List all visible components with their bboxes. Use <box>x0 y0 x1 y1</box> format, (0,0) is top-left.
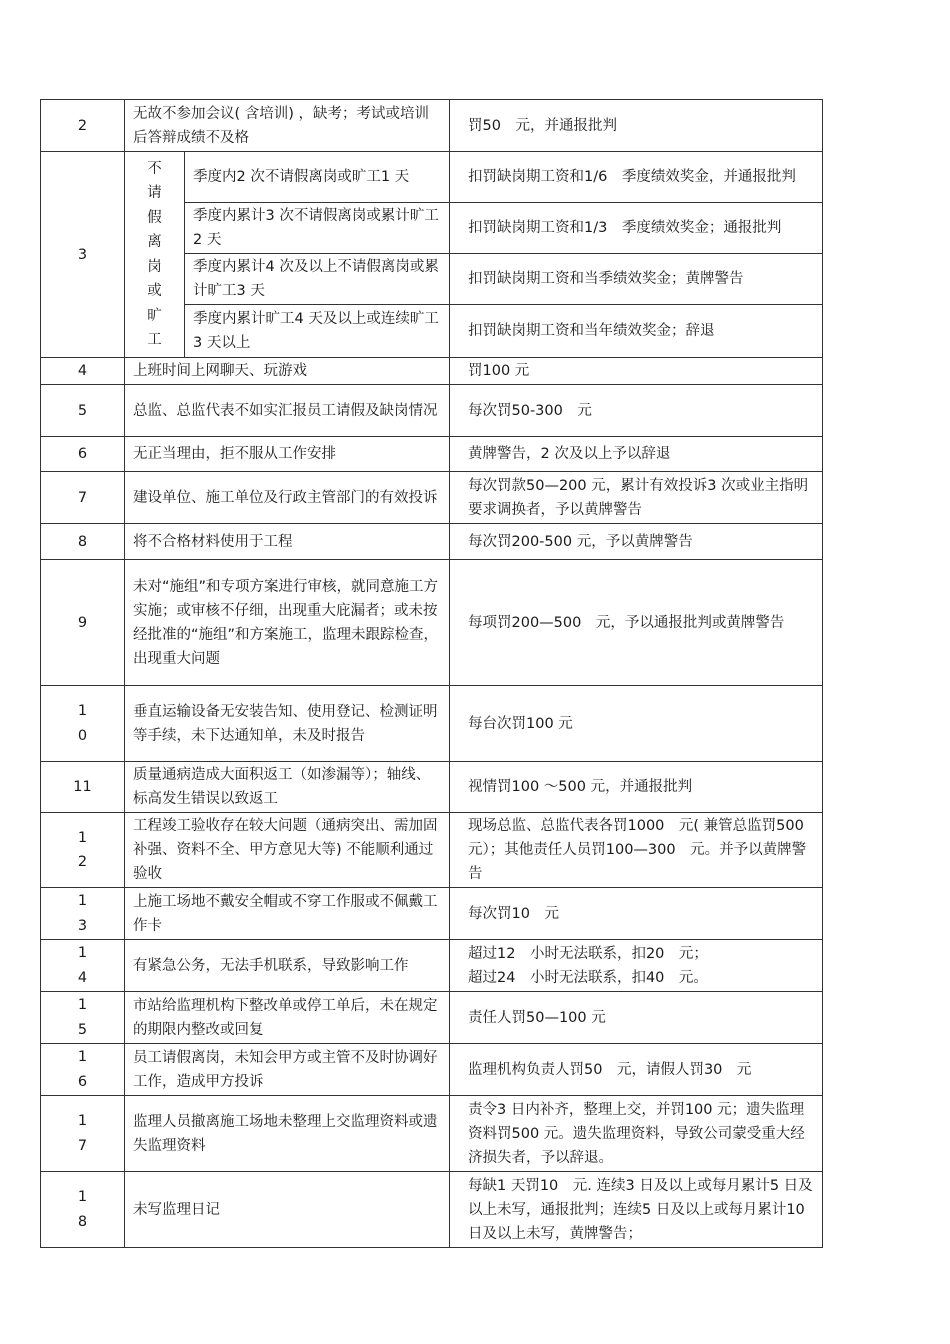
table-row <box>41 686 823 762</box>
row-number: 3 <box>41 152 125 358</box>
row-number: 16 <box>41 1044 125 1096</box>
penalty-text: 扣罚缺岗期工资和1/6 季度绩效奖金，并通报批判 <box>450 152 823 203</box>
violation-text: 市站给监理机构下整改单或停工单后，未在规定的期限内整改或回复 <box>125 992 450 1044</box>
table-row <box>41 437 823 472</box>
penalty-table <box>40 99 823 1248</box>
row-number: 10 <box>41 686 125 762</box>
penalty-text: 每缺1 天罚10 元. 连续3 日及以上或每月累计5 日及以上未写，通报批判；连续5 日及以上或每月累计10 日及以上未写，黄牌警告； <box>450 1172 823 1248</box>
row-number: 8 <box>41 524 125 560</box>
penalty-text: 监理机构负责人罚50 元，请假人罚30 元 <box>450 1044 823 1096</box>
row-number: 12 <box>41 813 125 888</box>
category-label: 不请假离岗或旷工 <box>125 152 185 358</box>
penalty-text: 视情罚100 ～500 元，并通报批判 <box>450 762 823 813</box>
penalty-text: 扣罚缺岗期工资和当年绩效奖金；辞退 <box>450 305 823 358</box>
row-number: 17 <box>41 1096 125 1172</box>
penalty-line: 超过24 小时无法联系，扣40 元。 <box>468 969 708 986</box>
violation-text: 将不合格材料使用于工程 <box>125 524 450 560</box>
penalty-text: 每次罚200-500 元，予以黄牌警告 <box>450 524 823 560</box>
violation-text: 有紧急公务，无法手机联系，导致影响工作 <box>125 940 450 992</box>
violation-text: 质量通病造成大面积返工（如渗漏等）；轴线、标高发生错误以致返工 <box>125 762 450 813</box>
table-row <box>41 152 823 203</box>
violation-text: 工程竣工验收存在较大问题（通病突出、需加固补强、资料不全、甲方意见大等) 不能顺利通过验收 <box>125 813 450 888</box>
row-number: 9 <box>41 560 125 686</box>
table-row <box>41 100 823 152</box>
violation-text: 季度内2 次不请假离岗或旷工1 天 <box>185 152 450 203</box>
penalty-text: 黄牌警告，2 次及以上予以辞退 <box>450 437 823 472</box>
table-row <box>41 560 823 686</box>
table-row <box>41 1172 823 1248</box>
table-row <box>41 762 823 813</box>
row-number: 14 <box>41 940 125 992</box>
penalty-text: 责任人罚50—100 元 <box>450 992 823 1044</box>
penalty-text: 现场总监、总监代表各罚1000 元( 兼管总监罚500 元）；其他责任人员罚100—300 元。并予以黄牌警告 <box>450 813 823 888</box>
violation-text: 未对“施组”和专项方案进行审核，就同意施工方实施；或审核不仔细，出现重大庇漏者；或未按经批准的“施组”和方案施工，监理未跟踪检查，出现重大问题 <box>125 560 450 686</box>
violation-text: 总监、总监代表不如实汇报员工请假及缺岗情况 <box>125 385 450 437</box>
violation-text: 季度内累计旷工4 天及以上或连续旷工3 天以上 <box>185 305 450 358</box>
penalty-text: 每次罚10 元 <box>450 888 823 940</box>
row-number: 13 <box>41 888 125 940</box>
row-number: 4 <box>41 358 125 385</box>
penalty-text: 罚50 元，并通报批判 <box>450 100 823 152</box>
penalty-text: 责令3 日内补齐，整理上交，并罚100 元；遗失监理资料罚500 元。遗失监理资料，导致公司蒙受重大经济损失者，予以辞退。 <box>450 1096 823 1172</box>
violation-text: 上班时间上网聊天、玩游戏 <box>125 358 450 385</box>
penalty-text: 每次罚款50—200 元，累计有效投诉3 次或业主指明要求调换者，予以黄牌警告 <box>450 472 823 524</box>
table-row <box>41 888 823 940</box>
row-number: 7 <box>41 472 125 524</box>
table-row <box>41 524 823 560</box>
penalty-text <box>450 940 823 992</box>
table-row <box>41 472 823 524</box>
table-row <box>41 992 823 1044</box>
penalty-text: 罚100 元 <box>450 358 823 385</box>
violation-text: 监理人员撤离施工场地未整理上交监理资料或遗失监理资料 <box>125 1096 450 1172</box>
violation-text: 无正当理由，拒不服从工作安排 <box>125 437 450 472</box>
penalty-text: 每项罚200—500 元，予以通报批判或黄牌警告 <box>450 560 823 686</box>
table-row <box>41 1044 823 1096</box>
table-row <box>41 813 823 888</box>
violation-text: 员工请假离岗，未知会甲方或主管不及时协调好工作，造成甲方投诉 <box>125 1044 450 1096</box>
row-number: 15 <box>41 992 125 1044</box>
violation-text: 无故不参加会议( 含培训) ，缺考；考试或培训后答辩成绩不及格 <box>125 100 450 152</box>
table-row <box>41 940 823 992</box>
row-number: 6 <box>41 437 125 472</box>
row-number: 18 <box>41 1172 125 1248</box>
violation-text: 建设单位、施工单位及行政主管部门的有效投诉 <box>125 472 450 524</box>
table-row <box>41 358 823 385</box>
violation-text: 季度内累计3 次不请假离岗或累计旷工2 天 <box>185 203 450 254</box>
table-row <box>41 1096 823 1172</box>
penalty-text: 每次罚50-300 元 <box>450 385 823 437</box>
penalty-line: 超过12 小时无法联系，扣20 元； <box>468 945 708 962</box>
violation-text: 未写监理日记 <box>125 1172 450 1248</box>
row-number: 2 <box>41 100 125 152</box>
penalty-text: 扣罚缺岗期工资和1/3 季度绩效奖金；通报批判 <box>450 203 823 254</box>
penalty-text: 扣罚缺岗期工资和当季绩效奖金；黄牌警告 <box>450 254 823 305</box>
table-row <box>41 385 823 437</box>
violation-text: 季度内累计4 次及以上不请假离岗或累计旷工3 天 <box>185 254 450 305</box>
row-number: 11 <box>41 762 125 813</box>
penalty-text: 每台次罚100 元 <box>450 686 823 762</box>
violation-text: 上施工场地不戴安全帽或不穿工作服或不佩戴工作卡 <box>125 888 450 940</box>
violation-text: 垂直运输设备无安装告知、使用登记、检测证明等手续，未下达通知单，未及时报告 <box>125 686 450 762</box>
row-number: 5 <box>41 385 125 437</box>
